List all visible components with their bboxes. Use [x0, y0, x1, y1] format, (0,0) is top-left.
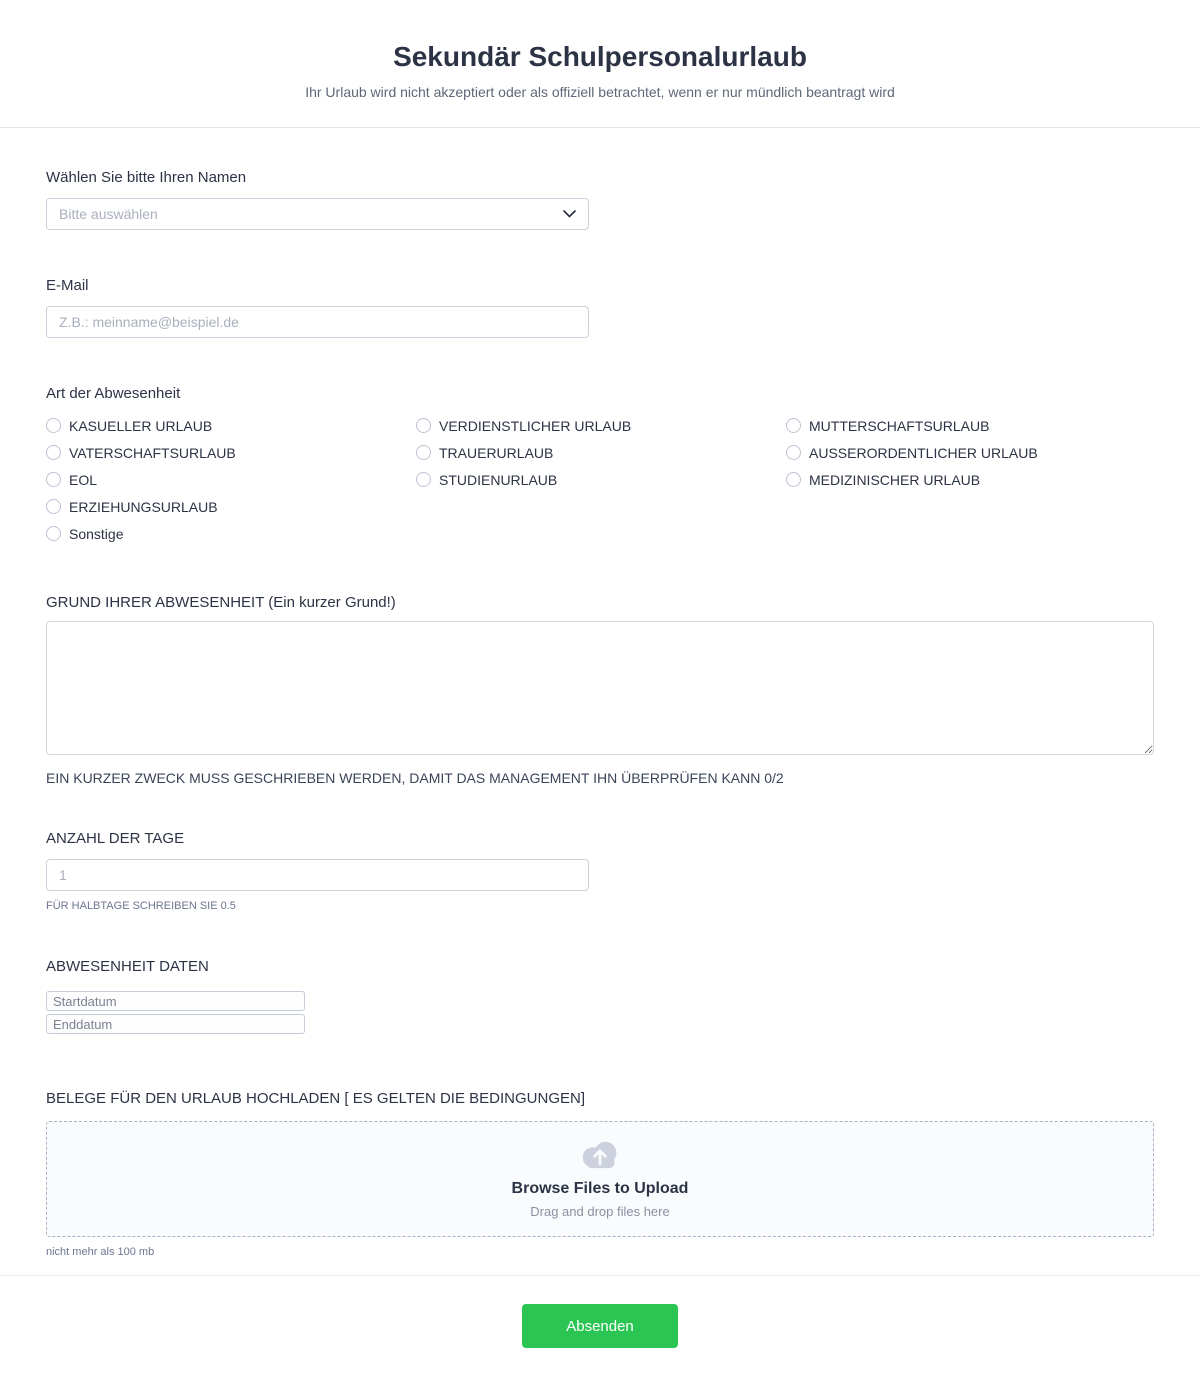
file-upload-dropzone[interactable]	[46, 1121, 1154, 1237]
name-label: Wählen Sie bitte Ihren Namen	[46, 169, 247, 186]
field-dates	[46, 957, 1154, 1037]
absence-type-options	[46, 416, 1154, 551]
page-title: Sekundär Schulpersonalurlaub	[393, 41, 807, 72]
field-email	[46, 276, 1154, 338]
start-date-input[interactable]	[46, 991, 305, 1011]
radio-option-verdienstlicher-urlaub[interactable]: VERDIENSTLICHER URLAUB	[416, 416, 786, 435]
submit-button[interactable]: Absenden	[522, 1304, 678, 1348]
field-absence-type	[46, 384, 1154, 551]
browse-files-button[interactable]: Browse Files to Upload	[511, 1180, 689, 1197]
radio-option-eol[interactable]: EOL	[46, 470, 416, 489]
form-footer	[0, 1276, 1200, 1379]
cloud-upload-icon	[578, 1139, 622, 1170]
radio-option-sonstige[interactable]: Sonstige	[46, 524, 416, 543]
absence-type-column-2	[416, 416, 786, 551]
radio-option-vaterschaftsurlaub[interactable]: VATERSCHAFTSURLAUB	[46, 443, 416, 462]
field-reason	[46, 593, 1154, 787]
absence-type-column-1	[46, 416, 416, 551]
radio-button-icon[interactable]	[786, 445, 801, 460]
page-subtitle: Ihr Urlaub wird nicht akzeptiert oder als offiziell betrachtet, wenn er nur mündlich beantragt wird	[305, 84, 895, 100]
form-body	[0, 168, 1200, 1259]
radio-button-icon[interactable]	[46, 472, 61, 487]
radio-option-trauerurlaub[interactable]: TRAUERURLAUB	[416, 443, 786, 462]
field-days	[46, 829, 1154, 913]
radio-option-studienurlaub[interactable]: STUDIENURLAUB	[416, 470, 786, 489]
days-input[interactable]	[46, 859, 589, 891]
radio-button-icon[interactable]	[416, 445, 431, 460]
radio-button-icon[interactable]	[786, 418, 801, 433]
radio-button-icon[interactable]	[416, 472, 431, 487]
name-select[interactable]	[46, 198, 589, 230]
reason-label: GRUND IHRER ABWESENHEIT (Ein kurzer Grund!)	[46, 594, 396, 611]
upload-helper-text: nicht mehr als 100 mb	[46, 1246, 155, 1258]
reason-textarea[interactable]	[46, 621, 1154, 755]
radio-button-icon[interactable]	[46, 526, 61, 541]
absence-type-label: Art der Abwesenheit	[46, 385, 181, 402]
radio-button-icon[interactable]	[46, 418, 61, 433]
radio-button-icon[interactable]	[786, 472, 801, 487]
radio-option-mutterschaftsurlaub[interactable]: MUTTERSCHAFTSURLAUB	[786, 416, 1154, 435]
radio-option-ausserordentlicher-urlaub[interactable]: AUSSERORDENTLICHER URLAUB	[786, 443, 1154, 462]
radio-option-kasueller-urlaub[interactable]: KASUELLER URLAUB	[46, 416, 416, 435]
name-select-placeholder: Bitte auswählen	[59, 206, 158, 222]
days-label: ANZAHL DER TAGE	[46, 830, 185, 847]
days-helper-text: FÜR HALBTAGE SCHREIBEN SIE 0.5	[46, 900, 236, 912]
reason-helper-text: EIN KURZER ZWECK MUSS GESCHRIEBEN WERDEN, DAMIT DAS MANAGEMENT IHN ÜBERPRÜFEN KANN 0/2	[46, 770, 784, 786]
radio-button-icon[interactable]	[416, 418, 431, 433]
dates-label: ABWESENHEIT DATEN	[46, 958, 209, 975]
end-date-input[interactable]	[46, 1014, 305, 1034]
drag-drop-hint: Drag and drop files here	[530, 1204, 670, 1219]
absence-type-column-3	[786, 416, 1154, 551]
field-upload	[46, 1089, 1154, 1259]
radio-button-icon[interactable]	[46, 445, 61, 460]
form-header	[0, 0, 1200, 128]
radio-option-medizinischer-urlaub[interactable]: MEDIZINISCHER URLAUB	[786, 470, 1154, 489]
radio-button-icon[interactable]	[46, 499, 61, 514]
email-label: E-Mail	[46, 277, 89, 294]
chevron-down-icon	[563, 210, 576, 218]
upload-label: BELEGE FÜR DEN URLAUB HOCHLADEN [ ES GELTEN DIE BEDINGUNGEN]	[46, 1090, 585, 1107]
email-field[interactable]	[46, 306, 589, 338]
radio-option-erziehungsurlaub[interactable]: ERZIEHUNGSURLAUB	[46, 497, 416, 516]
field-name	[46, 168, 1154, 230]
